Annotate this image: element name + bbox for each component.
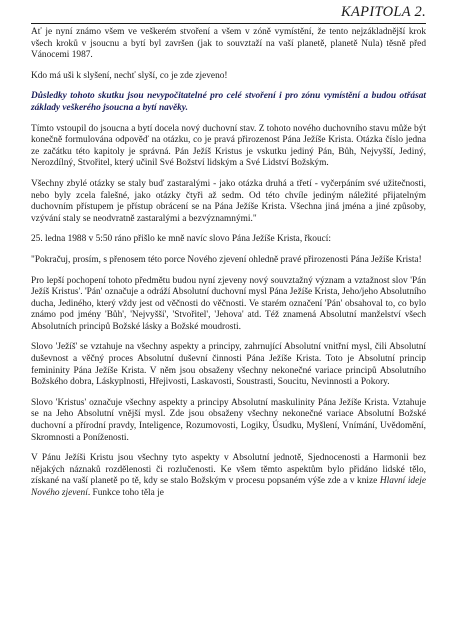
paragraph-10: Slovo 'Kristus' označuje všechny aspekty a principy Absolutní maskulinity Pána Ježíše Krista. Vztahuje se na Jeho Absolutní vnější mysl. Zde jsou obsaženy všechny nekonečné variace Absolutní Božské duchovní a přírodní pravdy, Inteligence, Rozumovosti, Logiky, Úsudku, Myšlení, Vnímání, Uvědomění, Skromnosti a Poníženosti. xyxy=(31,397,426,443)
document-page xyxy=(31,4,426,509)
paragraph-1: Ať je nyní známo všem ve veškerém stvoření a všem v zóně vymístění, že tento nejzákladnější krok všech kroků v jsoucnu a bytí byl završen (jak to souvztaží na vaší planetě, planetě Nula) těsně před Vánocemi 1987. xyxy=(31,27,426,61)
paragraph-5: Všechny zbylé otázky se staly buď zastaralými - jako otázka druhá a třetí - vyčerpáním své užitečnosti, nebo byly zcela falešné, jako otázky čtyři až sedm. Od této chvíle jediným náležité přijatelným duchovním přístupem je přístup obrácení se na Pána Ježíše Krista. Všechna jiná jména a jiné způsoby, vzývání staly se neodvratně zastaralými a bezvýznamnými." xyxy=(31,178,426,224)
paragraph-7: "Pokračuj, prosím, s přenosem této porce Nového zjevení ohledně pravé přirozenosti Pána Ježíše Krista! xyxy=(31,254,422,265)
chapter-header: KAPITOLA 2. xyxy=(341,4,426,20)
last-paragraph-text: V Pánu Ježíši Kristu jsou všechny tyto aspekty v Absolutní jednotě, Sjednocenosti a Harmonii bez nějakých náznaků rozdělenosti či rozlučenosti. Ke všem těmto aspektům bylo přidáno lidské tělo, získané na vaší planetě po tě, kdy se stalo Božským v procesu popsaném výše zde a v knize xyxy=(31,453,426,487)
paragraph-4: Tímto vstoupil do jsoucna a bytí docela nový duchovní stav. Z tohoto nového duchovního stavu může být konečně formulována odpověď na otázku, co je pravá přirozenost Pána Ježíše Krista. Otázka číslo jedna ze začátku této kapitoly je správná. Pán Ježíš Kristus je vskutku jediný Pán, Bůh, Nejvyšší, Jediný, Nerozdílný, Stvořitel, který učinil Své Božství lidským a Své Lidství Božským. xyxy=(31,123,426,169)
paragraph-last xyxy=(31,453,426,499)
paragraph-date: 25. ledna 1988 v 5:50 ráno přišlo ke mně navíc slovo Pána Ježíše Krista, řkoucí: xyxy=(31,234,331,245)
paragraph-9: Slovo 'Ježíš' se vztahuje na všechny aspekty a principy, zahrnující Absolutní vnitřní mysl, čili Absolutní duševnost a věčný proces Absolutní duševní činnosti Pána Ježíše Krista. Toto je Absolutní princip femininity Pána Ježíše Krista. V něm jsou obsaženy všechny nekonečné variace principů Absolutního Božského dobra, Láskyplnosti, Hřejivosti, Laskavosti, Soustrasti, Soucitu, Nevinnosti a Pokory. xyxy=(31,342,426,388)
paragraph-2: Kdo má uši k slyšení, nechť slyší, co je zde zjeveno! xyxy=(31,70,228,81)
book-title: Hlavní ideje Nového zjevení xyxy=(31,476,426,498)
last-paragraph-tail: . Funkce toho těla je xyxy=(87,488,164,498)
paragraph-8: Pro lepší pochopení tohoto předmětu budou nyní zjeveny nový souvztažný význam a vztažnost slov 'Pán Ježíš Kristus'. 'Pán' označuje a odráží Absolutní duchovní mysl Pána Ježíše Krista, Jeho/jeho Absolutního ducha, Jediného, který vždy jest od věčnosti do věčnosti. Ve starém označení 'Pán' obsahoval to, co bylo známo pod jmény 'Bůh', 'Nejvyšší', 'Stvořitel', 'Jehova' atd. Též znamená Absolutní manželství všech Absolutních principů Božské lásky a Božské moudrosti. xyxy=(31,275,426,332)
emphasis-paragraph: Důsledky tohoto skutku jsou nevypočitatelné pro celé stvoření i pro zónu vymístění a budou otřásat základy veškerého jsoucna a bytí navěky. xyxy=(31,91,426,113)
header-rule xyxy=(31,23,426,24)
